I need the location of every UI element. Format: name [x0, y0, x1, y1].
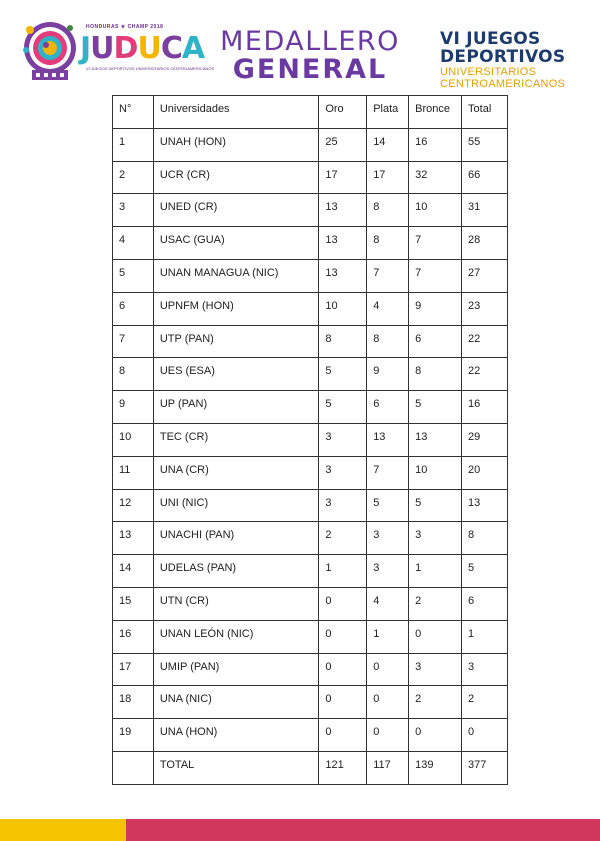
row-number: 10 — [113, 423, 154, 456]
total-count: 20 — [462, 456, 508, 489]
table-header-row — [113, 96, 508, 129]
silver-count: 3 — [367, 555, 409, 588]
header-number: N° — [113, 96, 154, 129]
total-count: 31 — [462, 194, 508, 227]
total-count: 28 — [462, 227, 508, 260]
total-count: 3 — [462, 653, 508, 686]
university-name: UNI (NIC) — [153, 489, 318, 522]
table-row — [113, 686, 508, 719]
silver-count: 8 — [367, 227, 409, 260]
row-number: 12 — [113, 489, 154, 522]
table-row — [113, 587, 508, 620]
gold-count: 0 — [319, 686, 367, 719]
gold-count: 5 — [319, 391, 367, 424]
table-row — [113, 489, 508, 522]
logo-tagline-top: HONDURAS ★ CHAMP 2018 — [86, 24, 164, 30]
table-row — [113, 719, 508, 752]
footer-red-stripe — [126, 819, 600, 841]
silver-count: 5 — [367, 489, 409, 522]
silver-count: 3 — [367, 522, 409, 555]
row-number — [113, 751, 154, 784]
gold-count: 2 — [319, 522, 367, 555]
university-name: UDELAS (PAN) — [153, 555, 318, 588]
logo-wordmark: JUDUCA — [80, 31, 205, 66]
silver-count: 4 — [367, 292, 409, 325]
row-number: 15 — [113, 587, 154, 620]
silver-count: 7 — [367, 456, 409, 489]
gold-count: 121 — [319, 751, 367, 784]
total-count: 29 — [462, 423, 508, 456]
silver-count: 0 — [367, 653, 409, 686]
bronze-count: 1 — [409, 555, 462, 588]
row-number: 11 — [113, 456, 154, 489]
table-row — [113, 358, 508, 391]
gold-count: 25 — [319, 128, 367, 161]
table-row — [113, 194, 508, 227]
bronze-count: 6 — [409, 325, 462, 358]
event-line-1: VI JUEGOS — [440, 29, 541, 49]
university-name: UNAN LEÓN (NIC) — [153, 620, 318, 653]
table-row — [113, 292, 508, 325]
university-name: UES (ESA) — [153, 358, 318, 391]
university-name: UNA (NIC) — [153, 686, 318, 719]
total-count: 55 — [462, 128, 508, 161]
juduca-emblem-icon — [18, 20, 84, 82]
table-row — [113, 227, 508, 260]
page-title — [200, 28, 420, 84]
footer-bar — [0, 819, 600, 841]
table-row — [113, 161, 508, 194]
university-name: UNED (CR) — [153, 194, 318, 227]
gold-count: 1 — [319, 555, 367, 588]
juduca-logo — [18, 20, 215, 82]
silver-count: 4 — [367, 587, 409, 620]
silver-count: 14 — [367, 128, 409, 161]
total-count: 8 — [462, 522, 508, 555]
university-name: UP (PAN) — [153, 391, 318, 424]
silver-count: 17 — [367, 161, 409, 194]
total-count: 13 — [462, 489, 508, 522]
university-name: UNAN MANAGUA (NIC) — [153, 259, 318, 292]
gold-count: 17 — [319, 161, 367, 194]
total-count: 6 — [462, 587, 508, 620]
bronze-count: 7 — [409, 227, 462, 260]
silver-count: 13 — [367, 423, 409, 456]
row-number: 13 — [113, 522, 154, 555]
table-row — [113, 456, 508, 489]
total-count: 377 — [462, 751, 508, 784]
gold-count: 3 — [319, 456, 367, 489]
gold-count: 0 — [319, 653, 367, 686]
title-line-general: GENERAL — [232, 54, 388, 85]
row-number: 1 — [113, 128, 154, 161]
gold-count: 5 — [319, 358, 367, 391]
gold-count: 3 — [319, 423, 367, 456]
total-count: 22 — [462, 325, 508, 358]
row-number: 4 — [113, 227, 154, 260]
university-name: USAC (GUA) — [153, 227, 318, 260]
silver-count: 1 — [367, 620, 409, 653]
row-number: 3 — [113, 194, 154, 227]
bronze-count: 3 — [409, 653, 462, 686]
bronze-count: 2 — [409, 587, 462, 620]
gold-count: 13 — [319, 259, 367, 292]
university-name: UCR (CR) — [153, 161, 318, 194]
table-row — [113, 522, 508, 555]
silver-count: 0 — [367, 686, 409, 719]
university-name: UTN (CR) — [153, 587, 318, 620]
total-count: 22 — [462, 358, 508, 391]
header-gold: Oro — [319, 96, 367, 129]
table-row — [113, 653, 508, 686]
totals-row — [113, 751, 508, 784]
university-name: UNA (CR) — [153, 456, 318, 489]
logo-tagline-bottom: VI JUEGOS DEPORTIVOS UNIVERSITARIOS CENTROAMERICANOS — [86, 66, 215, 71]
gold-count: 13 — [319, 227, 367, 260]
header-total: Total — [462, 96, 508, 129]
university-name: UMIP (PAN) — [153, 653, 318, 686]
header-silver: Plata — [367, 96, 409, 129]
bronze-count: 7 — [409, 259, 462, 292]
total-count: 16 — [462, 391, 508, 424]
table-row — [113, 259, 508, 292]
event-line-3: UNIVERSITARIOS — [440, 66, 537, 78]
gold-count: 0 — [319, 620, 367, 653]
row-number: 7 — [113, 325, 154, 358]
bronze-count: 3 — [409, 522, 462, 555]
silver-count: 8 — [367, 325, 409, 358]
bronze-count: 16 — [409, 128, 462, 161]
university-name: UTP (PAN) — [153, 325, 318, 358]
total-count: 5 — [462, 555, 508, 588]
bronze-count: 32 — [409, 161, 462, 194]
bronze-count: 2 — [409, 686, 462, 719]
total-count: 66 — [462, 161, 508, 194]
bronze-count: 0 — [409, 620, 462, 653]
table-row — [113, 555, 508, 588]
row-number: 8 — [113, 358, 154, 391]
event-line-2: DEPORTIVOS — [440, 47, 566, 67]
table-row — [113, 423, 508, 456]
gold-count: 8 — [319, 325, 367, 358]
university-name: TEC (CR) — [153, 423, 318, 456]
total-count: 2 — [462, 686, 508, 719]
row-number: 18 — [113, 686, 154, 719]
header-bronze: Bronce — [409, 96, 462, 129]
bronze-count: 8 — [409, 358, 462, 391]
silver-count: 7 — [367, 259, 409, 292]
bronze-count: 10 — [409, 194, 462, 227]
university-name: UNA (HON) — [153, 719, 318, 752]
university-name: UNAH (HON) — [153, 128, 318, 161]
row-number: 17 — [113, 653, 154, 686]
bronze-count: 5 — [409, 489, 462, 522]
bronze-count: 5 — [409, 391, 462, 424]
footer-yellow-stripe — [0, 819, 126, 841]
total-count: 0 — [462, 719, 508, 752]
event-name — [440, 30, 590, 90]
gold-count: 0 — [319, 719, 367, 752]
bronze-count: 9 — [409, 292, 462, 325]
university-name: UNACHI (PAN) — [153, 522, 318, 555]
university-name: TOTAL — [153, 751, 318, 784]
table-body — [113, 128, 508, 784]
event-line-4: CENTROAMERICANOS — [440, 78, 566, 90]
silver-count: 9 — [367, 358, 409, 391]
table-row — [113, 620, 508, 653]
gold-count: 10 — [319, 292, 367, 325]
gold-count: 0 — [319, 587, 367, 620]
bronze-count: 0 — [409, 719, 462, 752]
row-number: 5 — [113, 259, 154, 292]
table-row — [113, 391, 508, 424]
row-number: 14 — [113, 555, 154, 588]
gold-count: 13 — [319, 194, 367, 227]
row-number: 16 — [113, 620, 154, 653]
silver-count: 6 — [367, 391, 409, 424]
bronze-count: 139 — [409, 751, 462, 784]
silver-count: 117 — [367, 751, 409, 784]
table-row — [113, 325, 508, 358]
table-row — [113, 128, 508, 161]
row-number: 9 — [113, 391, 154, 424]
silver-count: 8 — [367, 194, 409, 227]
total-count: 27 — [462, 259, 508, 292]
total-count: 23 — [462, 292, 508, 325]
row-number: 2 — [113, 161, 154, 194]
silver-count: 0 — [367, 719, 409, 752]
bronze-count: 10 — [409, 456, 462, 489]
university-name: UPNFM (HON) — [153, 292, 318, 325]
gold-count: 3 — [319, 489, 367, 522]
medal-table — [112, 95, 508, 785]
row-number: 19 — [113, 719, 154, 752]
header-university: Universidades — [153, 96, 318, 129]
row-number: 6 — [113, 292, 154, 325]
bronze-count: 13 — [409, 423, 462, 456]
total-count: 1 — [462, 620, 508, 653]
title-line-medallero: MEDALLERO — [220, 26, 400, 57]
